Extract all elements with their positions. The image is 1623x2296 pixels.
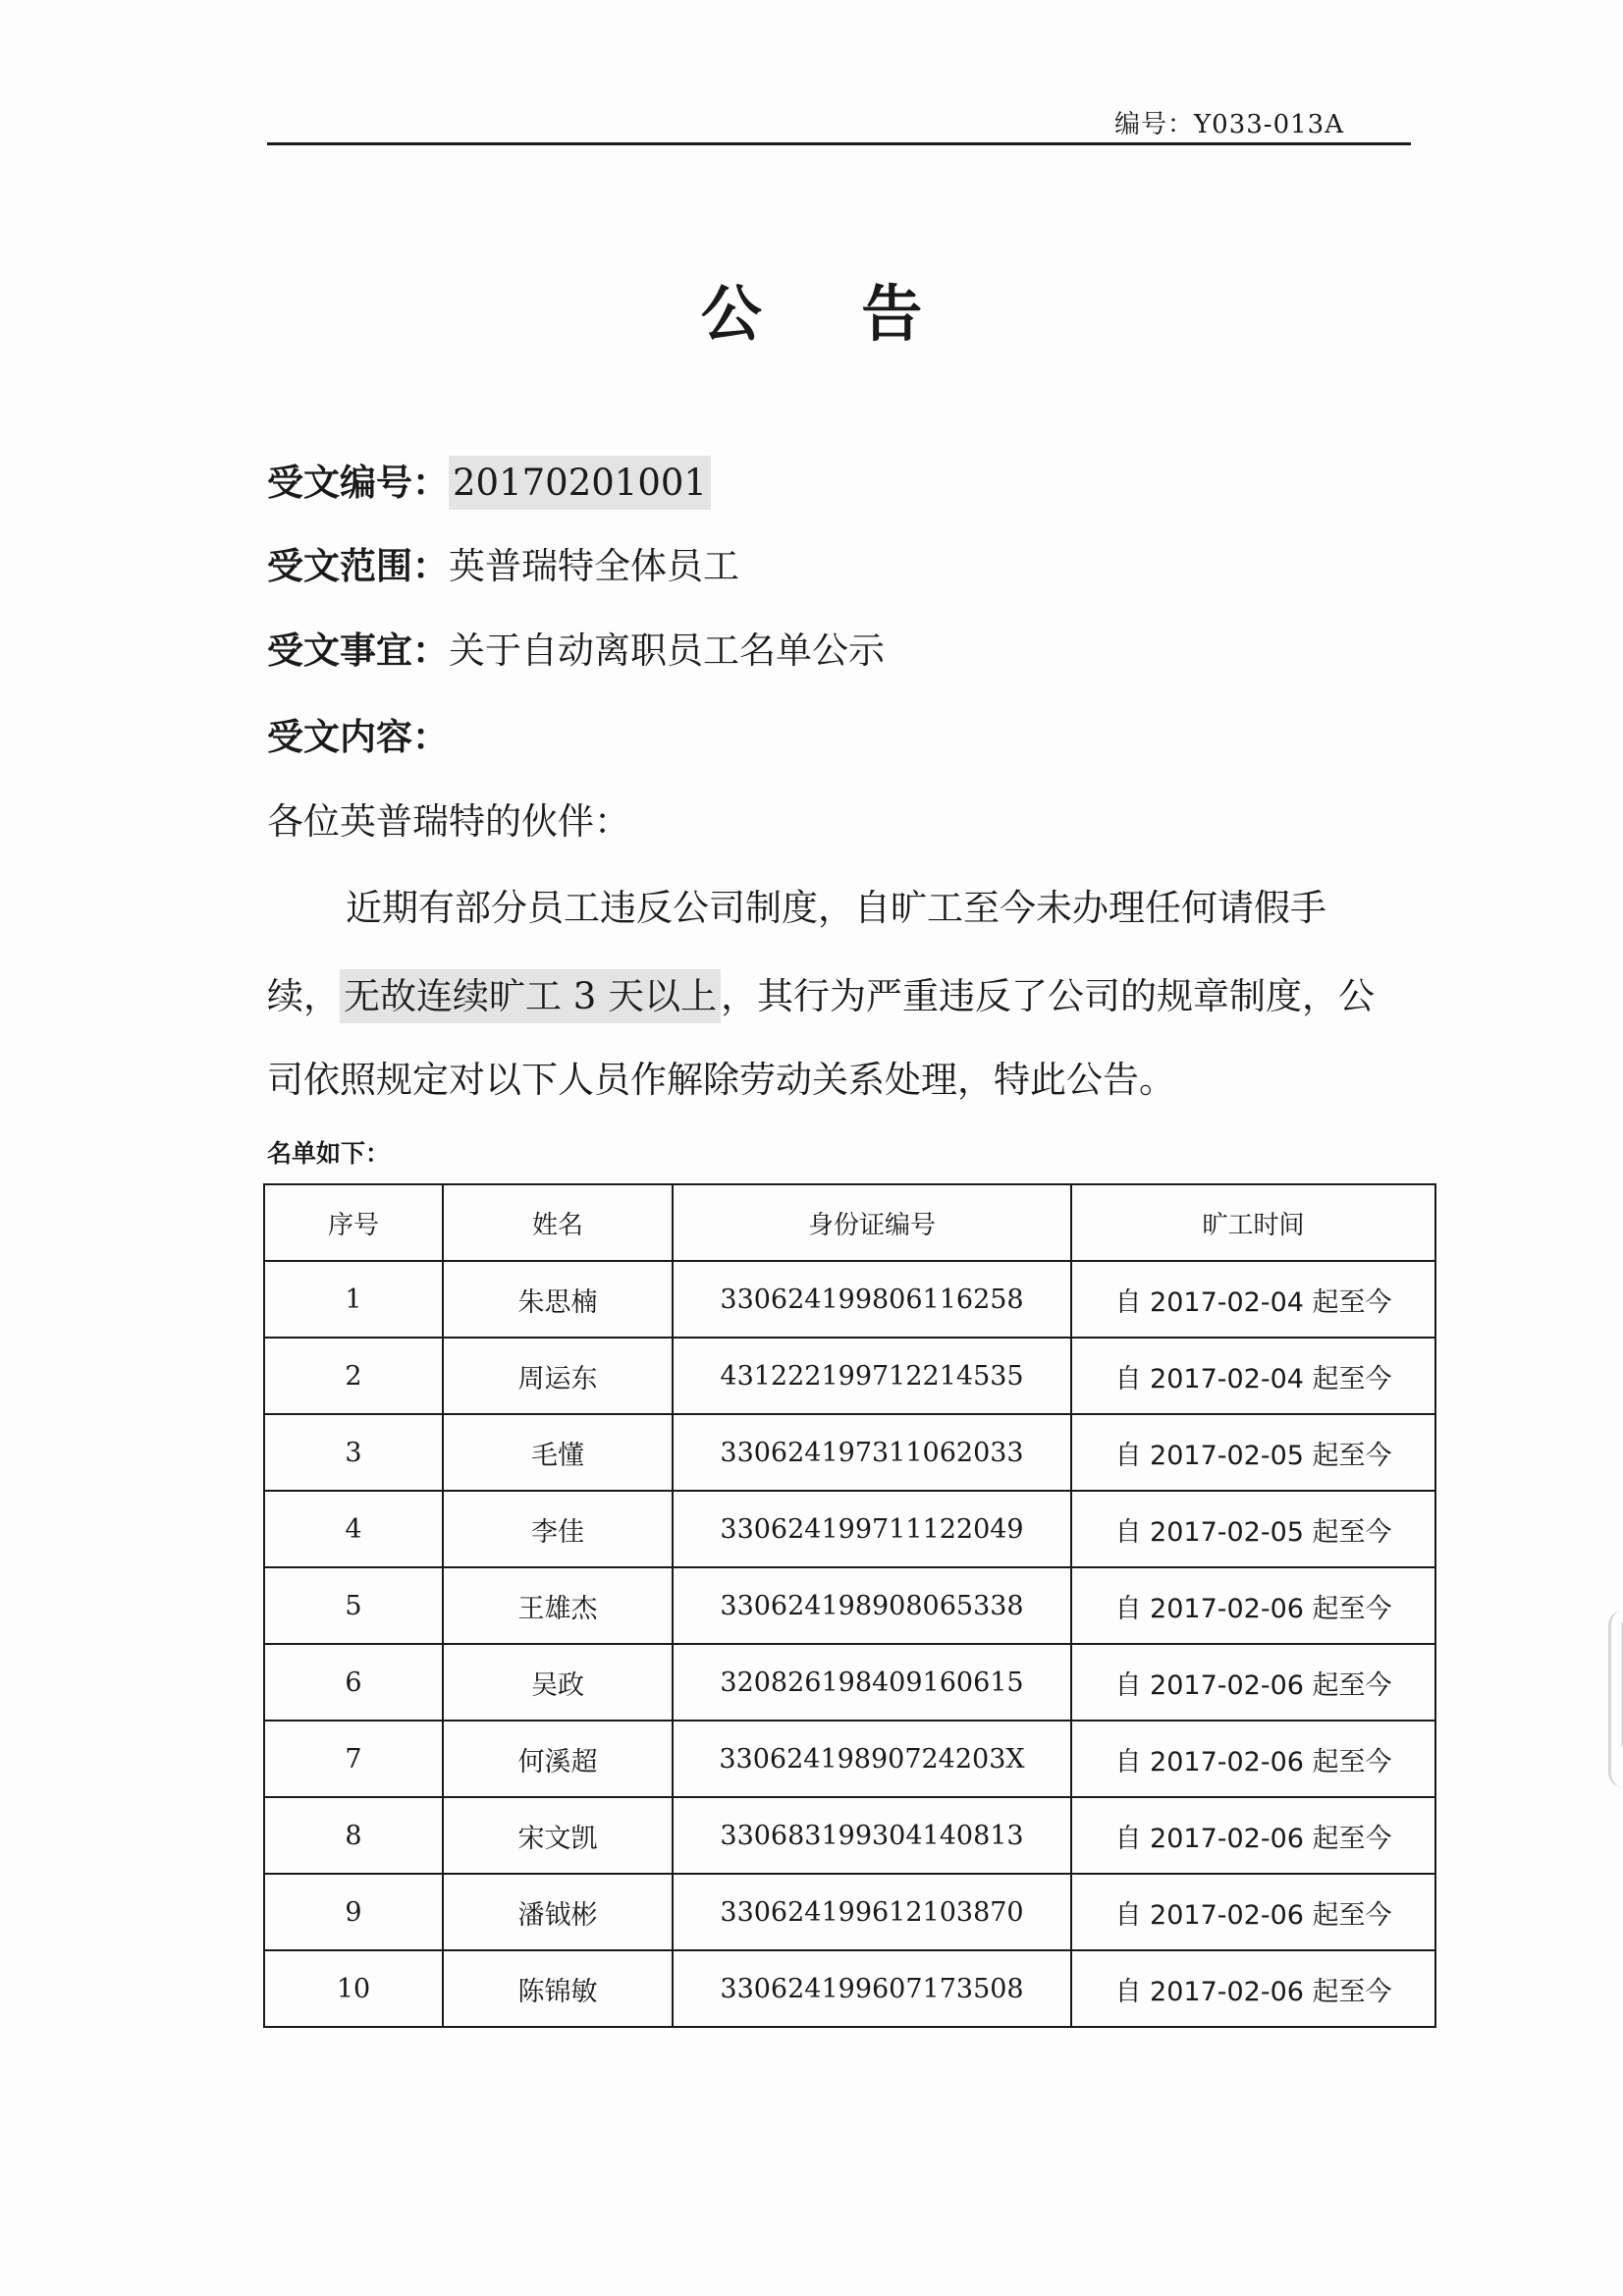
body-line-2-prefix: 续， xyxy=(267,975,340,1017)
cell-id: 33062419890724203X xyxy=(673,1721,1071,1797)
salutation: 各位英普瑞特的伙伴： xyxy=(267,800,630,843)
cell-seq: 1 xyxy=(264,1261,443,1338)
cell-period: 自 2017-02-06 起至今 xyxy=(1071,1567,1435,1644)
header-rule xyxy=(267,142,1411,145)
header-name: 姓名 xyxy=(443,1184,673,1261)
body-line-1: 近期有部分员工违反公司制度，自旷工至今未办理任何请假手 xyxy=(346,887,1326,929)
list-label: 名单如下： xyxy=(267,1139,391,1168)
field-scope-label: 受文范围： xyxy=(267,545,449,587)
field-matter xyxy=(267,627,885,676)
cell-name: 吴政 xyxy=(443,1644,673,1721)
field-document-number xyxy=(267,459,711,508)
cell-seq: 10 xyxy=(264,1950,443,2027)
body-line-2-suffix: ，其行为严重违反了公司的规章制度，公 xyxy=(721,975,1376,1017)
cell-name: 潘钺彬 xyxy=(443,1874,673,1950)
cell-seq: 6 xyxy=(264,1644,443,1721)
field-document-number-value: 20170201001 xyxy=(449,456,711,510)
cell-period: 自 2017-02-06 起至今 xyxy=(1071,1874,1435,1950)
field-matter-label: 受文事宜： xyxy=(267,629,449,672)
table-row xyxy=(264,1797,1435,1874)
cell-period: 自 2017-02-05 起至今 xyxy=(1071,1491,1435,1567)
cell-id: 330624199607173508 xyxy=(673,1950,1071,2027)
table-row xyxy=(264,1721,1435,1797)
table-row xyxy=(264,1567,1435,1644)
cell-period: 自 2017-02-06 起至今 xyxy=(1071,1644,1435,1721)
scan-edge-mark xyxy=(1608,1611,1623,1787)
cell-id: 431222199712214535 xyxy=(673,1338,1071,1414)
cell-id: 330624199711122049 xyxy=(673,1491,1071,1567)
header-period: 旷工时间 xyxy=(1071,1184,1435,1261)
cell-name: 陈锦敏 xyxy=(443,1950,673,2027)
table-row xyxy=(264,1874,1435,1950)
cell-period: 自 2017-02-05 起至今 xyxy=(1071,1414,1435,1491)
cell-name: 毛懂 xyxy=(443,1414,673,1491)
table-row xyxy=(264,1491,1435,1567)
cell-id: 330624198908065338 xyxy=(673,1567,1071,1644)
table-row xyxy=(264,1950,1435,2027)
cell-seq: 9 xyxy=(264,1874,443,1950)
document-number: 编号：Y033-013A xyxy=(1114,110,1344,139)
cell-id: 320826198409160615 xyxy=(673,1644,1071,1721)
cell-period: 自 2017-02-06 起至今 xyxy=(1071,1721,1435,1797)
cell-seq: 3 xyxy=(264,1414,443,1491)
field-matter-value: 关于自动离职员工名单公示 xyxy=(449,629,885,672)
field-content xyxy=(267,713,449,762)
cell-name: 李佳 xyxy=(443,1491,673,1567)
page-title: 公 告 xyxy=(700,278,962,350)
table-row xyxy=(264,1338,1435,1414)
table-row xyxy=(264,1644,1435,1721)
cell-name: 宋文凯 xyxy=(443,1797,673,1874)
header-id: 身份证编号 xyxy=(673,1184,1071,1261)
header-seq: 序号 xyxy=(264,1184,443,1261)
field-document-number-label: 受文编号： xyxy=(267,462,449,504)
cell-seq: 5 xyxy=(264,1567,443,1644)
body-line-2 xyxy=(267,972,1406,1021)
cell-name: 周运东 xyxy=(443,1338,673,1414)
cell-id: 330624199806116258 xyxy=(673,1261,1071,1338)
cell-seq: 7 xyxy=(264,1721,443,1797)
cell-period: 自 2017-02-04 起至今 xyxy=(1071,1338,1435,1414)
cell-name: 朱思楠 xyxy=(443,1261,673,1338)
table-row xyxy=(264,1414,1435,1491)
cell-name: 何溪超 xyxy=(443,1721,673,1797)
cell-period: 自 2017-02-04 起至今 xyxy=(1071,1261,1435,1338)
cell-seq: 8 xyxy=(264,1797,443,1874)
roster-table xyxy=(263,1183,1436,2028)
table-row xyxy=(264,1261,1435,1338)
cell-seq: 2 xyxy=(264,1338,443,1414)
cell-period: 自 2017-02-06 起至今 xyxy=(1071,1797,1435,1874)
cell-id: 330624197311062033 xyxy=(673,1414,1071,1491)
cell-seq: 4 xyxy=(264,1491,443,1567)
body-line-2-highlight: 无故连续旷工 3 天以上 xyxy=(340,969,721,1023)
table-header-row xyxy=(264,1184,1435,1261)
cell-id: 330683199304140813 xyxy=(673,1797,1071,1874)
field-scope-value: 英普瑞特全体员工 xyxy=(449,545,739,587)
body-line-3: 司依照规定对以下人员作解除劳动关系处理，特此公告。 xyxy=(267,1059,1175,1101)
cell-id: 330624199612103870 xyxy=(673,1874,1071,1950)
field-scope xyxy=(267,542,739,591)
field-content-label: 受文内容： xyxy=(267,716,449,758)
cell-period: 自 2017-02-06 起至今 xyxy=(1071,1950,1435,2027)
cell-name: 王雄杰 xyxy=(443,1567,673,1644)
